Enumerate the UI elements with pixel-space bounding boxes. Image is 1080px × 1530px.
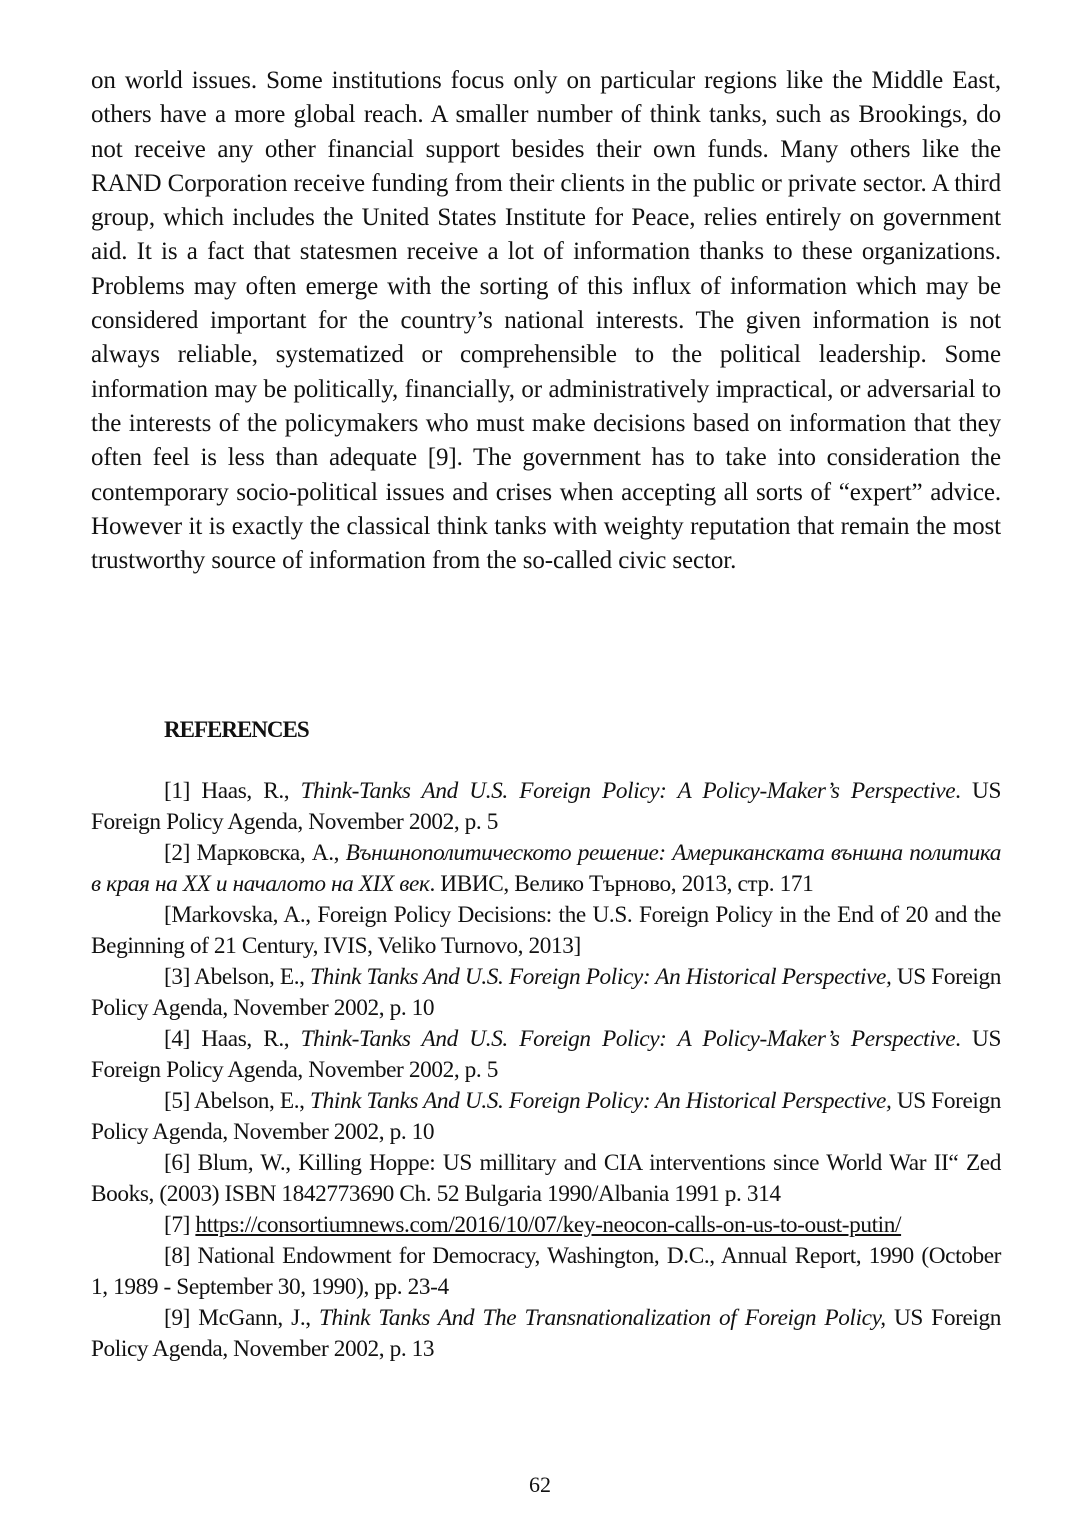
reference-source: . US Foreign Policy Agenda, November 2002, p. 5 [91,778,1001,835]
reference-title: Think-Tanks And U.S. Foreign Policy: A Policy-Maker’s Perspective [300,1026,956,1052]
reference-author: [5] Abelson, E., [164,1088,311,1114]
reference-item-2 [91,838,1001,900]
references-heading: REFERENCES [164,717,309,742]
reference-item-5 [91,1086,1001,1148]
reference-title: Think-Tanks And U.S. Foreign Policy: A Policy-Maker’s Perspective [300,778,956,804]
reference-item-2-translation: [Markovska, A., Foreign Policy Decisions: the U.S. Foreign Policy in the End of 20 and the Beginning of 21 Century, IVIS, Veliko Turnovo, 2013] [91,902,1001,959]
reference-number: [7] [164,1212,196,1238]
reference-item-1 [91,776,1001,838]
reference-source: . US Foreign Policy Agenda, November 2002, p. 5 [91,1026,1001,1083]
reference-link[interactable]: https://consortiumnews.com/2016/10/07/key-neocon-calls-on-us-to-oust-putin/ [195,1212,902,1238]
reference-item-6: [6] Blum, W., Killing Hoppe: US millitary and CIA interventions since World War II“ Zed Books, (2003) ISBN 1842773690 Ch. 52 Bulgaria 1990/Albania 1991 p. 314 [91,1150,1001,1207]
reference-item-7 [91,1210,1001,1241]
reference-author: [4] Haas, R., [164,1026,301,1052]
reference-title: Think Tanks And U.S. Foreign Policy: An Historical Perspective, [310,964,892,990]
reference-author: [9] McGann, J., [164,1305,319,1331]
page-number: 62 [529,1472,551,1497]
reference-author: [2] Марковска, А., [164,840,346,866]
references-list [91,776,1001,1365]
reference-author: [1] Haas, R., [164,778,301,804]
reference-source: US Foreign Policy Agenda, November 2002, p. 10 [91,1088,1001,1145]
reference-source: US Foreign Policy Agenda, November 2002, p. 13 [91,1305,1001,1362]
reference-source: . ИВИС, Велико Търново, 2013, стр. 171 [429,871,814,897]
reference-item-3 [91,962,1001,1024]
reference-item-9 [91,1303,1001,1365]
reference-title: Think Tanks And U.S. Foreign Policy: An Historical Perspective, [310,1088,892,1114]
reference-item-8: [8] National Endowment for Democracy, Washington, D.C., Annual Report, 1990 (October 1, 1989 - September 30, 1990), pp. 23-4 [91,1243,1001,1300]
reference-source: US Foreign Policy Agenda, November 2002, p. 10 [91,964,1001,1021]
body-paragraph: on world issues. Some institutions focus only on particular regions like the Middle East, others have a more global reach. A smaller number of think tanks, such as Brookings, do not receive any other financial support besides their own funds. Many others like the RAND Corporation receive funding from their clients in the public or private sector. A third group, which includes the United States Institute for Peace, relies entirely on government aid. It is a fact that statesmen receive a lot of information thanks to these organizations. Problems may often emerge with the sorting of this influx of information which may be considered important for the country’s national interests. The given information is not always reliable, systematized or comprehensible to the political leadership. Some information may be politically, financially, or administratively impractical, or adversarial to the interests of the policymakers who must make decisions based on information that they often feel is less than adequate [9]. The government has to take into consideration the contemporary socio-political issues and crises when accepting all sorts of “expert” advice. However it is exactly the classical think tanks with weighty reputation that remain the most trustworthy source of information from the so-called civic sector. [91,67,1001,575]
reference-author: [3] Abelson, E., [164,964,311,990]
reference-title: Think Tanks And The Transnationalization of Foreign Policy, [319,1305,886,1331]
reference-title: Външнополитическото решение: Американската външна политика в края на XX и началото на XIX век [91,840,1001,897]
reference-item-4 [91,1024,1001,1086]
